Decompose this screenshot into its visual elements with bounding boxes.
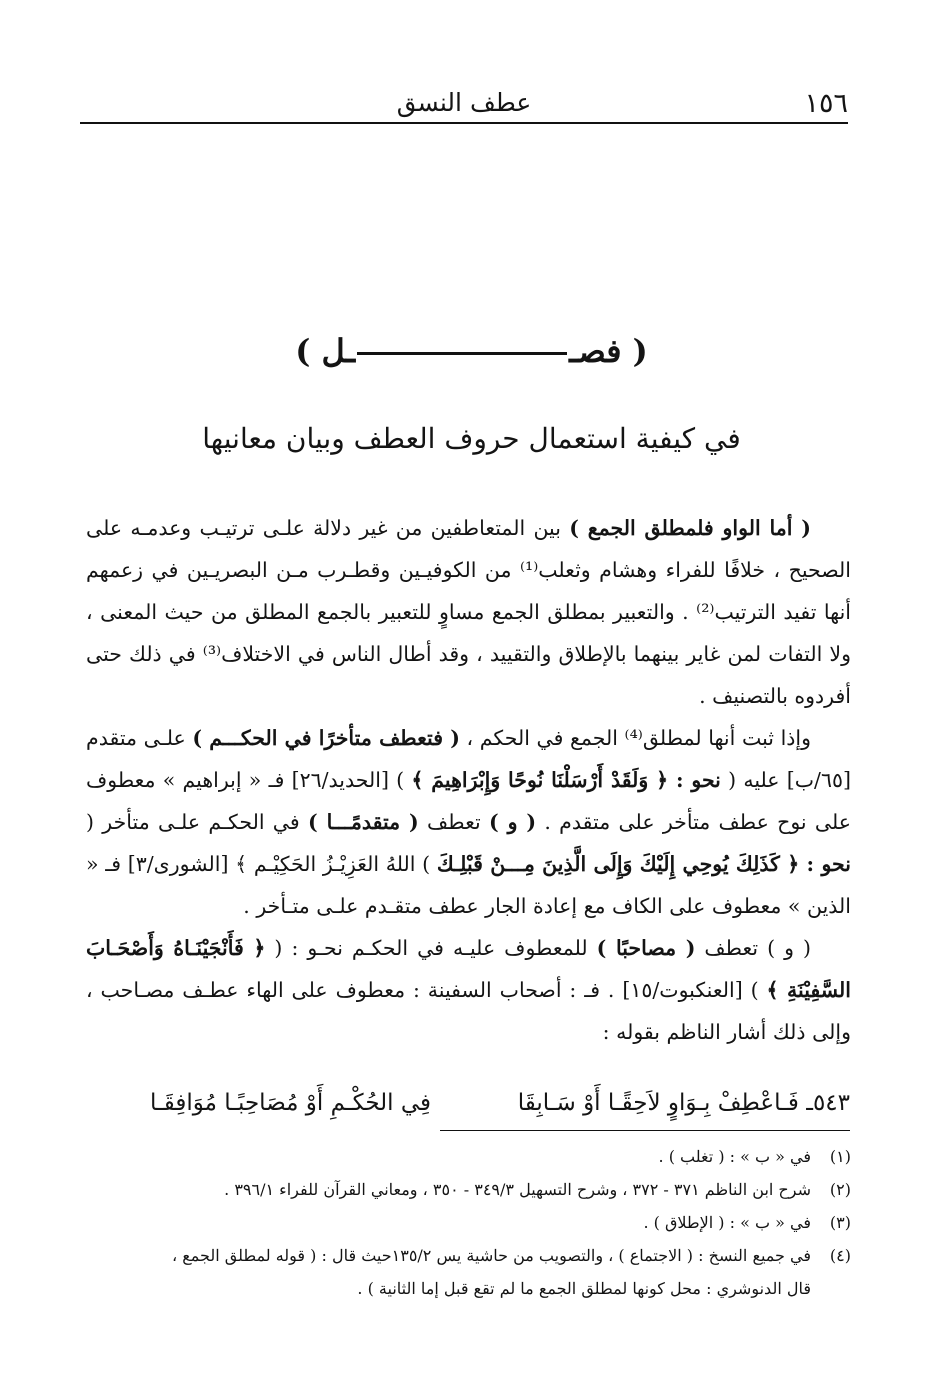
running-title: عطف النسق xyxy=(396,88,532,117)
bold-phrase: ( أما الواو فلمطلق الجمع ) xyxy=(569,516,811,540)
quran-verse: ﴿ فَأَنْجَيْنَـاهُ وَأَصْحَـابَ السَّفِيْنَةِ ﴾ xyxy=(86,936,851,1002)
footnote-number: (٢) xyxy=(829,1180,851,1199)
footnote-number: (٣) xyxy=(829,1213,851,1232)
quran-verse: نحو : ﴿ وَلَقَدْ أَرْسَلْنَا نُوحًا وَإِبْرَاهِيمَ ﴾ xyxy=(411,768,721,792)
verse-first-hemistich: ٥٤٣ـ فَـاعْطِفْ بِـوَاوٍ لاَحِقًـا أَوْ سَـابِقَا xyxy=(517,1090,850,1116)
paragraph-text: تعطف xyxy=(418,810,489,834)
quran-verse: نحو : ﴿ كَذَلِكَ يُوحِي إِلَيْكَ وَإِلَى الَّذِينَ مِـــنْ قَبْلِـكَ xyxy=(436,852,851,876)
paragraph-text: وإذا ثبت أنها لمطلق⁽⁴⁾ الجمع في الحكم ، xyxy=(459,726,811,750)
paragraph-text: بين المتعاطفين من غير دلالة علـى ترتيـب وعدمـه على الصحيح ، خلافًا للفراء وهشام وثعلب⁽¹⁾ من الكوفيـين وقطـرب مـن البصريـين في زعمهم أنها تفيد الترتيب⁽²⁾ . والتعبير بمطلق الجمع مساوٍ للتعبير بالجمع المطلق من حيث المعنى ، ولا التفات لمن غاير بينهما بالإطلاق والتقييد ، وقد أطال الناس في الاختلاف⁽³⁾ في ذلك حتى أفردوه بالتصنيف . xyxy=(86,516,851,708)
paragraph-text: ) [الحديد/٢٦] فـ « إبراهيم » معطوف على نوح عطف متأخر على متقدم . xyxy=(86,768,852,834)
footnote-text: في « ب » : ( تغلب ) . xyxy=(658,1147,811,1166)
paragraph-text: علـى متقدم [٦٥/ب] عليه ( xyxy=(86,726,851,792)
paragraph-waw-meaning xyxy=(86,507,851,717)
running-header xyxy=(80,82,848,124)
footnote-item xyxy=(86,1140,851,1173)
footnote-number: (١) xyxy=(829,1147,851,1166)
footnote-item xyxy=(86,1239,851,1272)
section-subtitle: في كيفية استعمال حروف العطف وبيان معانيها xyxy=(202,422,741,455)
chapter-heading-open: ( فصـ xyxy=(569,332,648,370)
footnote-continuation: قال الدنوشري : محل كونها لمطلق الجمع ما لم تقع قبل إما الثانية ) . xyxy=(357,1279,811,1298)
footnote-number: (٤) xyxy=(829,1246,851,1265)
paragraph-text: ) [العنكبوت/١٥] . فـ : أصحاب السفينة : معطوف على الهاء عطـف مصـاحب ، وإلى ذلك أشار الناظم بقوله : xyxy=(86,978,851,1044)
bold-phrase: ( مصاحبًا ) xyxy=(596,936,696,960)
footnotes xyxy=(86,1140,851,1305)
footnote-item xyxy=(86,1206,851,1239)
poem-verse xyxy=(150,1090,850,1130)
page-number: ١٥٦ xyxy=(804,88,848,119)
paragraph-waw-companion xyxy=(86,927,851,1053)
paragraph-text: للمعطوف عليـه في الحكـم نحـو : ( xyxy=(265,936,597,960)
paragraph-text: في الحكـم علـى متأخر ( xyxy=(86,810,308,834)
bold-phrase: ( و ) xyxy=(488,810,537,834)
paragraph-text: ( و ) تعطف xyxy=(695,936,812,960)
footnote-text: في جميع النسخ : ( الاجتماع ) ، والتصويب من حاشية يس ١٣٥/٢حيث قال : ( قوله لمطلق الجمع ، xyxy=(171,1246,811,1265)
footnote-separator xyxy=(440,1130,850,1131)
quran-verse-end: ) اللهُ العَزِيْـزُ الحَكِيْـم ﴾ xyxy=(235,852,437,876)
bold-phrase: ( فتعطف متأخرًا في الحكـــم ) xyxy=(192,726,460,750)
paragraph-text: [الشورى/٣] فـ « الذين » معطوف على الكاف مع إعادة الجار عطف متقـدم علـى متـأخر . xyxy=(86,852,851,918)
footnote-text: شرح ابن الناظم ٣٧١ - ٣٧٢ ، وشرح التسهيل ٣٤٩/٣ - ٣٥٠ ، ومعاني القرآن للفراء ٣٩٦/١ . xyxy=(224,1180,811,1199)
footnote-text: في « ب » : ( الإطلاق ) . xyxy=(643,1213,811,1232)
footnote-item xyxy=(86,1173,851,1206)
kashida-stroke xyxy=(357,352,567,355)
verse-second-hemistich: فِي الحُكْـمِ أَوْ مُصَاحِبًـا مُوَافِقَـا xyxy=(150,1090,432,1116)
bold-phrase: ( متقدمًـــا ) xyxy=(307,810,419,834)
chapter-heading xyxy=(0,332,943,370)
chapter-heading-close: ـل ) xyxy=(295,332,356,370)
paragraph-waw-order xyxy=(86,717,851,927)
body-text xyxy=(86,507,851,1053)
